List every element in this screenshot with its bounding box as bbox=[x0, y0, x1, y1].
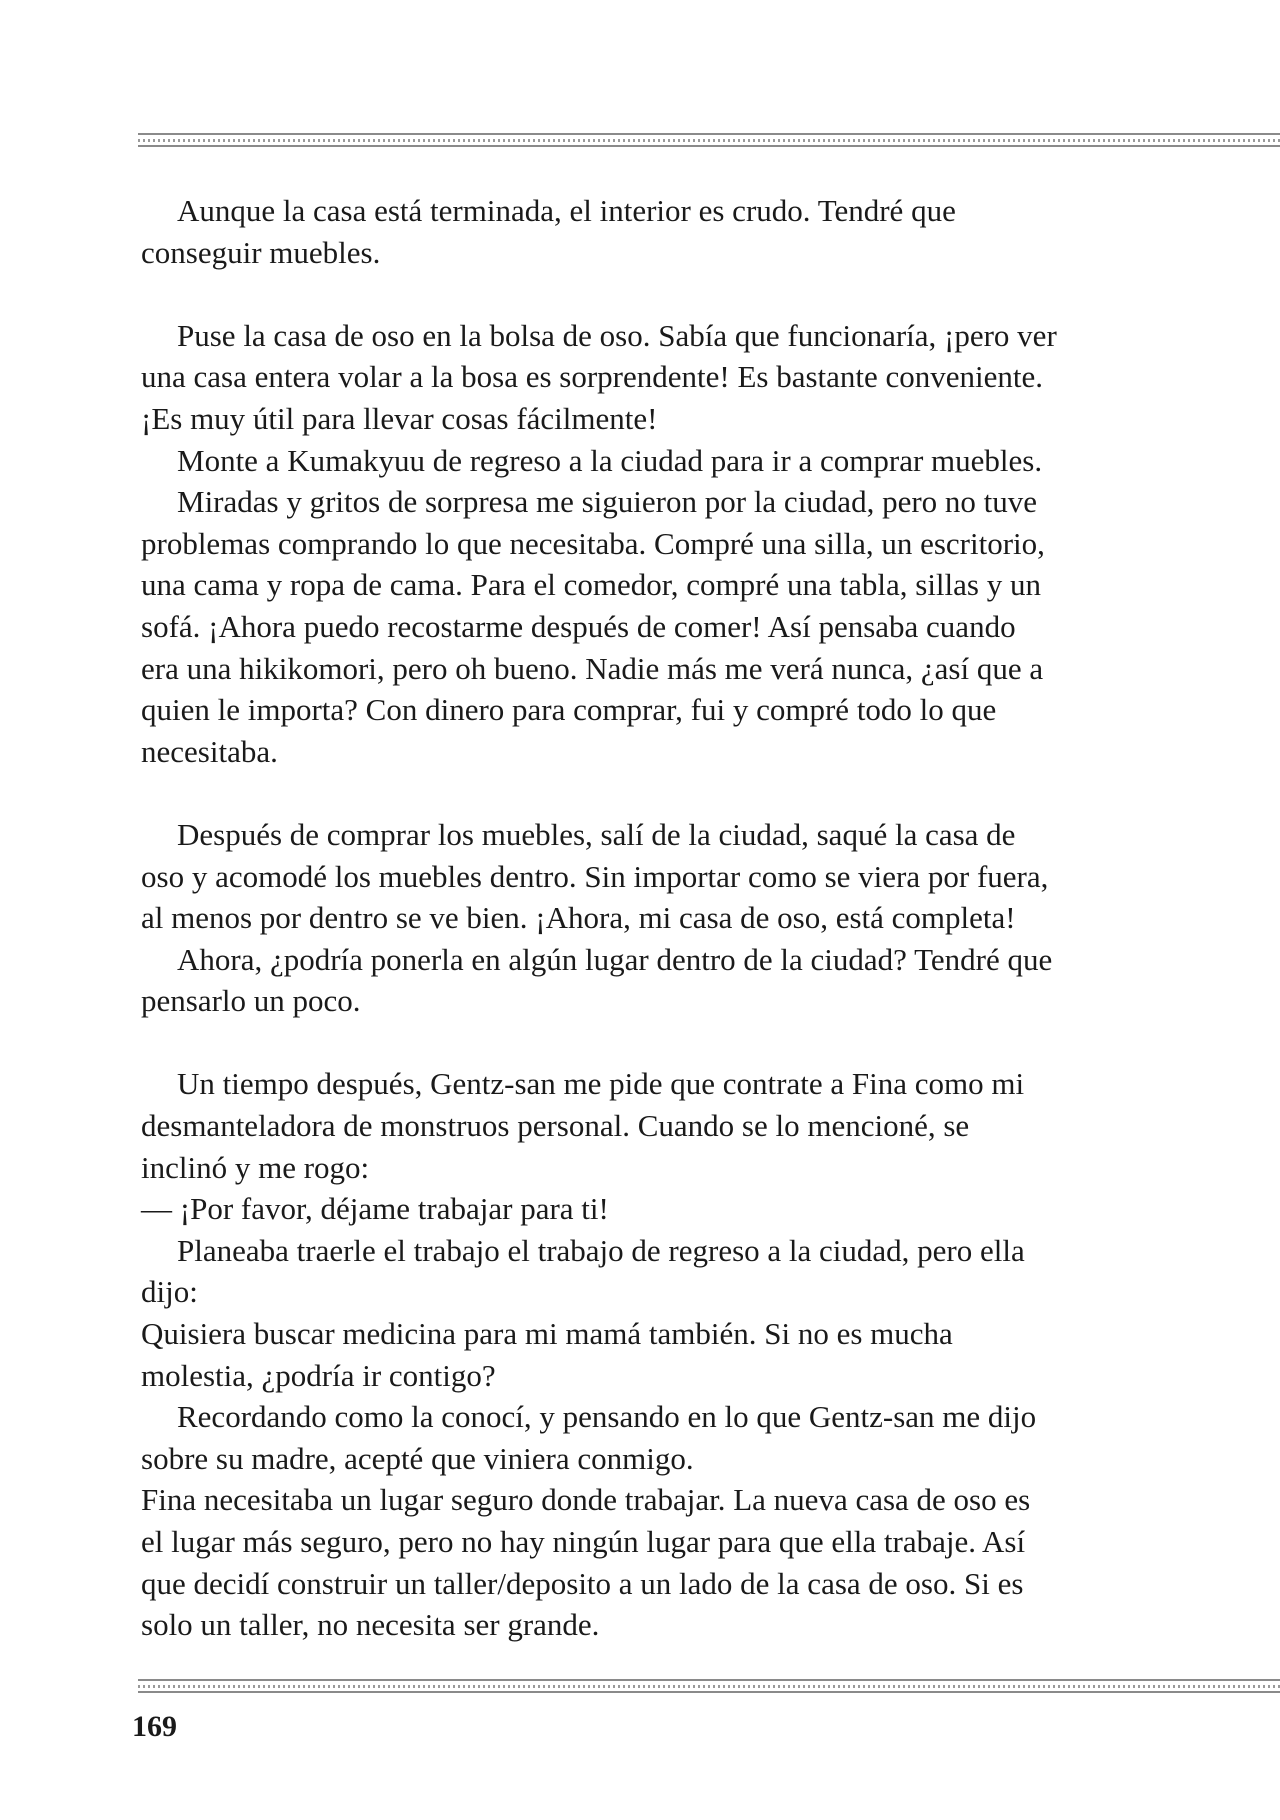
text-line: desmanteladora de monstruos personal. Cuando se lo mencioné, se bbox=[141, 1108, 970, 1144]
text-line: al menos por dentro se ve bien. ¡Ahora, mi casa de oso, está completa! bbox=[141, 900, 1016, 936]
text-line: sofá. ¡Ahora puedo recostarme después de comer! Así pensaba cuando bbox=[141, 608, 1016, 644]
text-line: molestia, ¿podría ir contigo? bbox=[141, 1357, 496, 1393]
text-line: inclinó y me rogo: bbox=[141, 1149, 370, 1185]
text-line: era una hikikomori, pero oh bueno. Nadie más me verá nunca, ¿así que a bbox=[141, 650, 1044, 686]
text-line: Ahora, ¿podría ponerla en algún lugar dentro de la ciudad? Tendré que bbox=[177, 941, 1053, 977]
text-line: Miradas y gritos de sorpresa me siguieron por la ciudad, pero no tuve bbox=[177, 484, 1038, 520]
text-line: oso y acomodé los muebles dentro. Sin importar como se viera por fuera, bbox=[141, 858, 1049, 894]
text-line: pensarlo un poco. bbox=[141, 983, 361, 1019]
blank-line bbox=[141, 1022, 1181, 1064]
text-line: Monte a Kumakyuu de regreso a la ciudad para ir a comprar muebles. bbox=[177, 442, 1043, 478]
text-line: Después de comprar los muebles, salí de la ciudad, saqué la casa de bbox=[177, 816, 1016, 852]
text-line: quien le importa? Con dinero para comprar, fui y compré todo lo que bbox=[141, 692, 997, 728]
page-number: 169 bbox=[132, 1710, 177, 1743]
body-text bbox=[141, 190, 1181, 1646]
footer-rule bbox=[138, 1679, 1280, 1693]
blank-line bbox=[141, 772, 1181, 814]
text-line: una casa entera volar a la bosa es sorprendente! Es bastante conveniente. bbox=[141, 359, 1044, 395]
text-line: Aunque la casa está terminada, el interior es crudo. Tendré que bbox=[177, 193, 956, 228]
text-line: Un tiempo después, Gentz-san me pide que contrate a Fina como mi bbox=[177, 1066, 1025, 1102]
text-line: conseguir muebles. bbox=[141, 234, 381, 270]
text-line: Planeaba traerle el trabajo el trabajo de regreso a la ciudad, pero ella bbox=[177, 1232, 1025, 1268]
text-line: que decidí construir un taller/deposito a un lado de la casa de oso. Si es bbox=[141, 1565, 1024, 1601]
text-line: Quisiera buscar medicina para mi mamá también. Si no es mucha bbox=[141, 1316, 953, 1352]
blank-line bbox=[141, 273, 1181, 315]
text-line: el lugar más seguro, pero no hay ningún lugar para que ella trabaje. Así bbox=[141, 1524, 1026, 1559]
text-line: necesitaba. bbox=[141, 733, 278, 769]
text-line: Fina necesitaba un lugar seguro donde trabajar. La nueva casa de oso es bbox=[141, 1482, 1031, 1518]
text-line: problemas comprando lo que necesitaba. Compré una silla, un escritorio, bbox=[141, 525, 1045, 561]
text-line: sobre su madre, acepté que viniera conmigo. bbox=[141, 1440, 694, 1476]
text-line: una cama y ropa de cama. Para el comedor, compré una tabla, sillas y un bbox=[141, 567, 1041, 603]
text-line: — ¡Por favor, déjame trabajar para ti! bbox=[141, 1191, 609, 1227]
text-line: dijo: bbox=[141, 1274, 198, 1310]
text-line: ¡Es muy útil para llevar cosas fácilmente! bbox=[141, 400, 658, 436]
header-rule bbox=[138, 133, 1280, 147]
text-line: Recordando como la conocí, y pensando en lo que Gentz-san me dijo bbox=[177, 1399, 1037, 1435]
text-line: solo un taller, no necesita ser grande. bbox=[141, 1607, 600, 1643]
text-line: Puse la casa de oso en la bolsa de oso. Sabía que funcionaría, ¡pero ver bbox=[177, 317, 1057, 353]
